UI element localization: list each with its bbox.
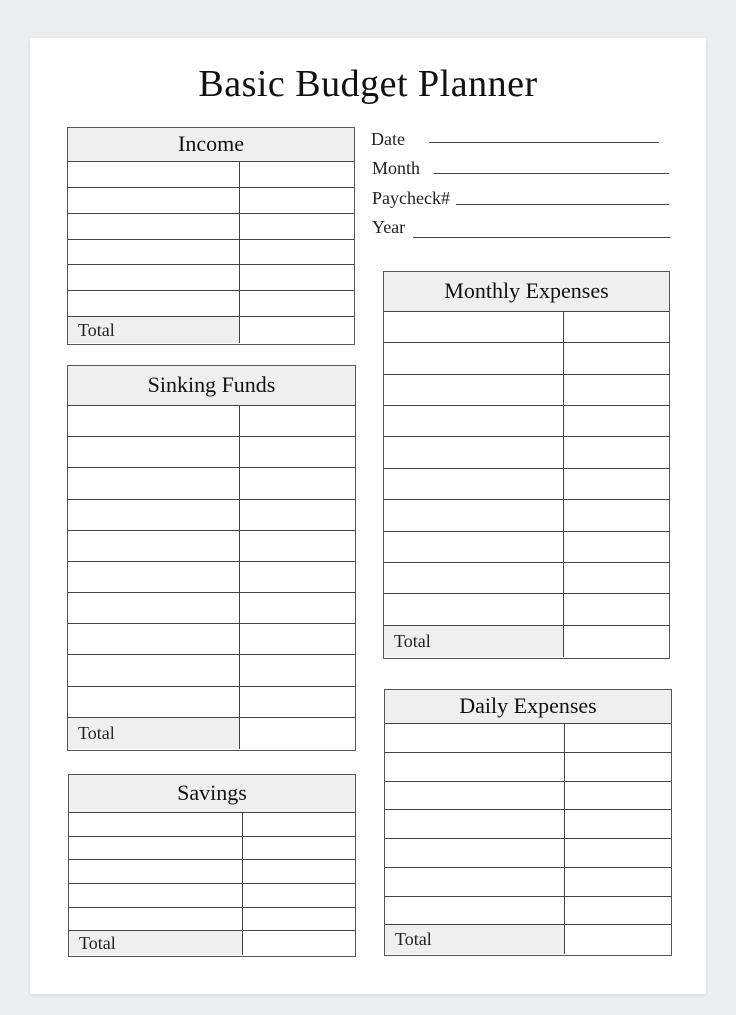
amount-cell[interactable] [240,214,354,239]
sinking-funds-header: Sinking Funds [68,366,355,406]
date-input-line[interactable] [429,142,659,143]
income-table [67,127,355,345]
table-row [385,868,671,897]
table-row [384,343,669,374]
item-cell[interactable] [68,593,240,623]
amount-cell[interactable] [240,437,355,467]
total-amount-cell[interactable] [240,718,355,749]
total-label: Total [384,626,564,657]
daily-expenses-table [384,689,672,956]
amount-cell[interactable] [565,810,671,838]
table-row [385,753,671,782]
item-cell[interactable] [68,500,240,530]
amount-cell[interactable] [564,312,669,342]
amount-cell[interactable] [564,500,669,530]
item-cell[interactable] [385,839,565,867]
amount-cell[interactable] [240,655,355,685]
total-label: Total [68,718,240,749]
amount-cell[interactable] [243,884,355,907]
table-row [385,724,671,753]
table-row [69,908,355,932]
savings-header: Savings [69,775,355,813]
amount-cell[interactable] [243,860,355,883]
amount-cell[interactable] [564,375,669,405]
table-row [68,265,354,291]
total-label: Total [385,925,565,954]
table-row [69,860,355,884]
paycheck-label: Paycheck# [372,188,450,208]
table-row [68,468,355,499]
item-cell[interactable] [69,908,243,931]
table-row [68,162,354,188]
amount-cell[interactable] [240,291,354,316]
item-cell[interactable] [68,624,240,654]
table-row [69,837,355,861]
item-cell[interactable] [68,655,240,685]
item-cell[interactable] [68,468,240,498]
table-row [68,687,355,718]
item-cell[interactable] [68,437,240,467]
amount-cell[interactable] [243,813,355,836]
item-cell[interactable] [385,868,565,896]
amount-cell[interactable] [564,594,669,624]
table-row [385,782,671,811]
table-row [68,406,355,437]
amount-cell[interactable] [565,897,671,925]
item-cell[interactable] [68,162,240,187]
amount-cell[interactable] [564,563,669,593]
table-row [384,500,669,531]
year-label: Year [372,217,406,237]
item-cell[interactable] [68,687,240,717]
amount-cell[interactable] [240,188,354,213]
income-header: Income [68,128,354,162]
table-row [385,897,671,926]
total-row [385,925,671,954]
total-row [69,931,355,955]
item-cell[interactable] [68,214,240,239]
amount-cell[interactable] [565,753,671,781]
amount-cell[interactable] [564,532,669,562]
monthly-expenses-header: Monthly Expenses [384,272,669,312]
item-cell[interactable] [385,753,565,781]
amount-cell[interactable] [240,162,354,187]
amount-cell[interactable] [240,265,354,290]
amount-cell[interactable] [240,406,355,436]
amount-cell[interactable] [240,500,355,530]
table-row [69,884,355,908]
table-row [385,839,671,868]
item-cell[interactable] [384,312,564,342]
amount-cell[interactable] [565,782,671,810]
table-row [68,188,354,214]
table-row [385,810,671,839]
amount-cell[interactable] [240,624,355,654]
amount-cell[interactable] [565,839,671,867]
amount-cell[interactable] [564,469,669,499]
total-label: Total [68,317,240,343]
date-label: Date [371,129,405,149]
amount-cell[interactable] [240,240,354,265]
table-row [68,593,355,624]
total-row [68,718,355,749]
item-cell[interactable] [68,240,240,265]
total-row [384,626,669,657]
amount-cell[interactable] [240,468,355,498]
table-row [68,291,354,317]
table-row [68,214,354,240]
table-row [68,655,355,686]
sinking-funds-table [67,365,356,751]
item-cell[interactable] [384,500,564,530]
table-row [68,562,355,593]
total-label: Total [69,931,243,955]
month-label: Month [372,158,421,178]
item-cell[interactable] [68,562,240,592]
amount-cell[interactable] [565,868,671,896]
page-title: Basic Budget Planner [198,63,538,105]
item-cell[interactable] [69,884,243,907]
amount-cell[interactable] [240,593,355,623]
total-amount-cell[interactable] [240,317,354,343]
item-cell[interactable] [385,810,565,838]
item-cell[interactable] [68,406,240,436]
daily-expenses-header: Daily Expenses [385,690,671,724]
item-cell[interactable] [68,188,240,213]
item-cell[interactable] [68,291,240,316]
item-cell[interactable] [69,860,243,883]
total-amount-cell[interactable] [243,931,355,955]
amount-cell[interactable] [243,908,355,931]
amount-cell[interactable] [243,837,355,860]
item-cell[interactable] [384,437,564,467]
amount-cell[interactable] [565,724,671,752]
item-cell[interactable] [384,343,564,373]
item-cell[interactable] [68,265,240,290]
amount-cell[interactable] [240,531,355,561]
amount-cell[interactable] [564,406,669,436]
total-row [68,317,354,343]
table-row [384,437,669,468]
table-row [384,375,669,406]
item-cell[interactable] [384,563,564,593]
table-row [69,813,355,837]
item-cell[interactable] [384,594,564,624]
table-row [384,563,669,594]
item-cell[interactable] [68,531,240,561]
item-cell[interactable] [385,782,565,810]
table-row [68,240,354,266]
monthly-expenses-table [383,271,670,659]
table-row [384,469,669,500]
item-cell[interactable] [384,469,564,499]
amount-cell[interactable] [240,687,355,717]
table-row [384,594,669,625]
item-cell[interactable] [384,406,564,436]
item-cell[interactable] [385,897,565,925]
table-row [68,500,355,531]
amount-cell[interactable] [240,562,355,592]
amount-cell[interactable] [564,343,669,373]
paycheck-input-line[interactable] [456,204,669,205]
savings-table [68,774,356,957]
item-cell[interactable] [385,724,565,752]
table-row [68,624,355,655]
table-row [68,531,355,562]
amount-cell[interactable] [564,437,669,467]
table-row [384,406,669,437]
total-amount-cell[interactable] [564,626,669,657]
item-cell[interactable] [384,375,564,405]
item-cell[interactable] [384,532,564,562]
item-cell[interactable] [69,813,243,836]
month-input-line[interactable] [434,173,669,174]
total-amount-cell[interactable] [565,925,671,954]
table-row [384,532,669,563]
item-cell[interactable] [69,837,243,860]
table-row [384,312,669,343]
year-input-line[interactable] [413,237,670,238]
table-row [68,437,355,468]
